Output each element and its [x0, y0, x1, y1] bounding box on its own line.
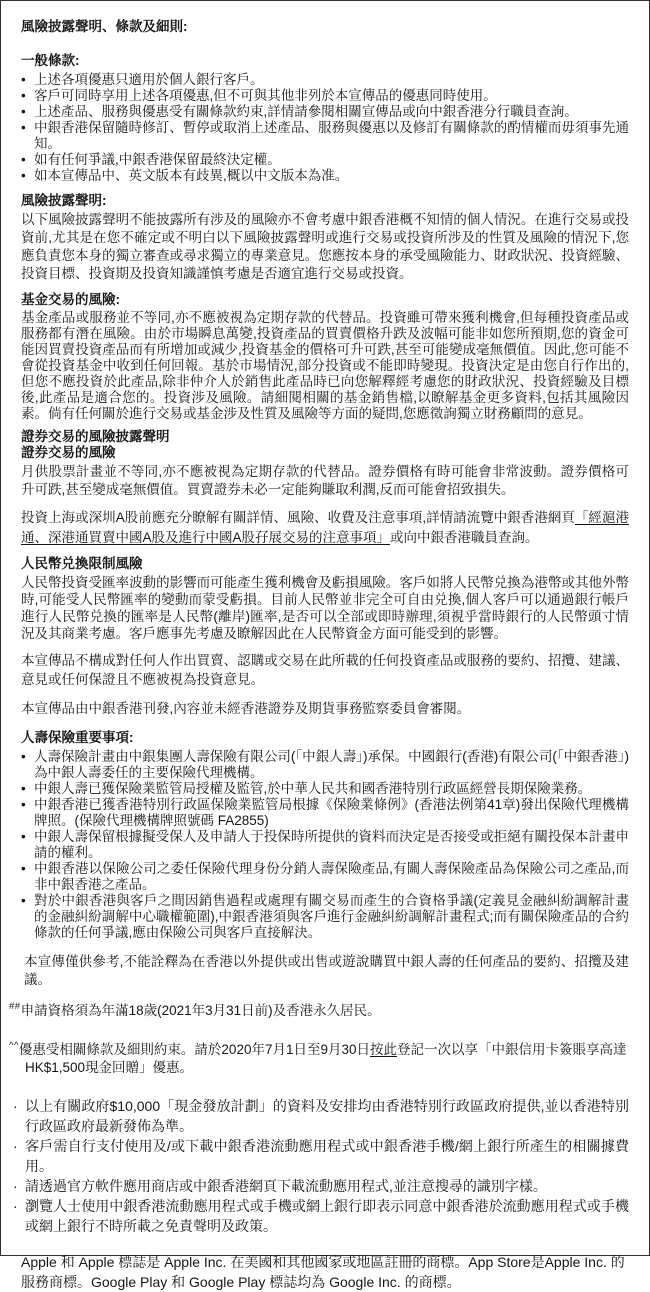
- list-item: [21, 829, 629, 861]
- fund-risk-para: 基金產品或服務並不等同,亦不應被視為定期存款的代替品。投資雖可帶來獲利機會,但每種投資產品或服務都有潛在風險。由於市場瞬息萬變,投資產品的買賣價格升跌及波幅可能非如您所預期,您的資金可能因買賣投資產品而有所增加或減少,投資基金的價格可升可跌,甚至可能變成毫無價值。因此,您可能不會從投資基金中收到任何回報。基於市場情況,部分投資或不能即時變現。投資決定是由您自行作出的,但您不應投資於此產品,除非仲介人於銷售此產品時已向您解釋經考慮您的財政狀況、投資經驗及目標後,此產品是適合您的。投資涉及風險。請細閱相關的基金銷售檔,以瞭解基金更多資料,包括其風險因素。倘有任何關於進行交易或基金涉及性質及風險等方面的疑問,您應徵詢獨立財務顧問的意見。: [21, 310, 629, 421]
- list-item: [21, 168, 629, 184]
- risk-disclosure-document: [9, 18, 629, 1292]
- publisher-para: 本宣傳品由中銀香港刊發,內容並未經香港證券及期貨事務監察委員會審閱。: [21, 701, 471, 716]
- risk-disclosure-heading: 風險披露聲明:: [21, 193, 107, 208]
- general-terms-list: [21, 72, 629, 184]
- bullet-marker: ·: [13, 1178, 18, 1194]
- bullet-marker: ·: [13, 1198, 18, 1214]
- bottom-notes-list: [13, 1096, 629, 1236]
- list-item: [13, 1176, 629, 1196]
- bullet-marker: •: [21, 88, 26, 103]
- rmb-risk-para: 人民幣投資受匯率波動的影響而可能產生獲利機會及虧損風險。客戶如將人民幣兑換為港幣或其他外幣時,可能受人民幣匯率的變動而蒙受虧損。目前人民幣並非完全可自由兑換,個人客戶可以通過銀行帳戶進行人民幣兑換的匯率是人民幣(離岸)匯率,是否可以全部或即時辦理,須視乎當時銀行的人民幣頭寸情況及其商業考慮。客戶應事先考慮及瞭解因此在人民幣資金方面可能受到的影響。: [21, 575, 629, 641]
- a-share-notice-link[interactable]: 「經滬港通、深港通買賣中國A股及進行中國A股孖展交易的注意事項」: [21, 510, 629, 545]
- list-item: [13, 1196, 629, 1236]
- rmb-risk-heading: 人民幣兑換限制風險: [21, 556, 143, 571]
- list-item: [21, 781, 629, 797]
- fund-risk-heading: 基金交易的風險:: [21, 292, 120, 307]
- list-item-text: 如本宣傳品中、英文版本有歧異,概以中文版本為准。: [34, 168, 349, 183]
- superscript-marker: ^^: [9, 1040, 19, 1051]
- superscript-marker: ##: [9, 1001, 21, 1012]
- list-item-text: 客戶需自行支付使用及/或下載中銀香港流動應用程式或中銀香港手機/網上銀行所產生的相關據費用。: [25, 1138, 629, 1174]
- list-item-text: 中銀香港以保險公司之委任保險代理身份分銷人壽保險產品,有關人壽保險產品為保險公司之產品,而非中銀香港之產品。: [34, 861, 629, 892]
- list-item-text: 中銀香港已獲香港特別行政區保險業監管局根據《保險業條例》(香港法例第41章)發出保險代理機構牌照。(保險代理機構牌照號碼 FA2855): [34, 797, 629, 828]
- list-item-text: 如有任何爭議,中銀香港保留最終決定權。: [34, 152, 281, 167]
- list-item: [21, 120, 629, 152]
- list-item: [13, 1136, 629, 1176]
- risk-disclosure-para: 以下風險披露聲明不能披露所有涉及的風險亦不會考慮中銀香港概不知情的個人情況。在進行交易或投資前,尤其是在您不確定或不明白以下風險披露聲明或進行交易或投資所涉及的性質及風險的情況下,您應負責您本身的獨立審查或尋求獨立的專業意見。您應按本身的承受風險能力、財政狀況、投資經驗、投資目標、投資期及投資知識謹慎考慮是否適宜進行交易或投資。: [21, 212, 629, 281]
- list-item-text: 上述各項優惠只適用於個人銀行客戶。: [34, 72, 264, 87]
- bullet-marker: ·: [13, 1098, 18, 1114]
- text-run: 投資上海或深圳A股前應充分瞭解有關詳情、風險、收費及注意事項,詳情請流覽中銀香港網頁: [21, 510, 575, 525]
- no-offer-para: 本宣傳品不構成對任何人作出買賣、認購或交易在此所載的任何投資產品或服務的要約、招攬、建議、意見或任何保證且不應被視為投資意見。: [21, 653, 629, 687]
- list-item: [21, 152, 629, 168]
- securities-risk-para: 月供股票計畫並不等同,亦不應被視為定期存款的代替品。證券價格有時可能會非常波動。證券價格可升可跌,甚至變成毫無價值。買賣證券未必一定能夠賺取利潤,反而可能會招致損失。: [21, 464, 629, 497]
- list-item: [21, 104, 629, 120]
- bullet-marker: •: [21, 120, 26, 135]
- bullet-marker: •: [21, 72, 26, 87]
- bullet-marker: •: [21, 749, 26, 764]
- list-item: [21, 72, 629, 88]
- text-run: 登記一次以享「中銀信用卡簽賬享高達HK$1,500現金回贈」優惠。: [25, 1042, 627, 1075]
- bullet-marker: •: [21, 797, 26, 812]
- bullet-marker: •: [21, 893, 26, 908]
- list-item-text: 瀏覽人士使用中銀香港流動應用程式或手機或網上銀行即表示同意中銀香港於流動應用程式或手機或網上銀行不時所載之免責聲明及政策。: [25, 1198, 629, 1234]
- list-item-text: 請透過官方軟件應用商店或中銀香港網頁下載流動應用程式,並注意搜尋的識別字樣。: [25, 1178, 547, 1194]
- list-item: [21, 797, 629, 829]
- list-item: [21, 861, 629, 893]
- list-item: [21, 893, 629, 941]
- text-run: 申請資格須為年滿18歲(2021年3月31日前)及香港永久居民。: [20, 1003, 381, 1018]
- doc-title: 風險披露聲明、條款及細則:: [21, 19, 188, 34]
- bullet-marker: •: [21, 104, 26, 119]
- bullet-marker: •: [21, 829, 26, 844]
- text-run: 優惠受相關條款及細則約束。請於2020年7月1日至9月30日: [18, 1042, 370, 1057]
- list-item-text: 客戶可同時享用上述各項優惠,但不可與其他非列於本宣傳品的優惠同時使用。: [34, 88, 497, 103]
- list-item-text: 人壽保險計畫由中銀集團人壽保險有限公司(「中銀人壽」)承保。中國銀行(香港)有限公司(「中銀香港」)為中銀人壽委任的主要保險代理機構。: [34, 749, 629, 780]
- bullet-marker: •: [21, 168, 26, 183]
- age-eligibility-para: [9, 1001, 629, 1020]
- bullet-marker: ·: [13, 1138, 18, 1154]
- list-item: [21, 88, 629, 104]
- list-item-text: 中銀香港保留隨時修訂、暫停或取消上述產品、服務與優惠以及修訂有關條款的酌情權而毋須事先通知。: [34, 120, 629, 151]
- life-insurance-heading: 人壽保險重要事項:: [21, 730, 134, 745]
- trademark-para: Apple 和 Apple 標誌是 Apple Inc. 在美國和其他國家或地區註冊的商標。App Store是Apple Inc. 的服務商標。Google Play 和 Google Play 標誌均為 Google Inc. 的商標。: [21, 1254, 625, 1290]
- promo-registration-para: [9, 1040, 629, 1077]
- life-insurance-list: [21, 749, 629, 941]
- list-item-text: 中銀人壽保留根據擬受保人及申請人于投保時所提供的資料而決定是否接受或拒絕有關投保本計畫申請的權利。: [34, 829, 629, 860]
- general-terms-heading: 一般條款:: [21, 53, 80, 68]
- bullet-marker: •: [21, 781, 26, 796]
- list-item-text: 對於中銀香港與客戶之間因銷售過程或處理有關交易而產生的合資格爭議(定義見金融糾紛調解計畫的金融糾紛調解中心職權範圍),中銀香港須與客戶進行金融糾紛調解計畫程式;而有關保險產品的合約條款的任何爭議,應由保險公司與客戶直接解決。: [34, 893, 629, 940]
- register-here-link[interactable]: 按此: [370, 1042, 397, 1057]
- reference-only-para: 本宣傳僅供參考,不能詮釋為在香港以外提供或出售或遊說購買中銀人壽的任何產品的要約、招攬及建議。: [24, 954, 629, 987]
- securities-risk-heading: 證券交易的風險披露聲明: [21, 429, 170, 444]
- a-share-para: [21, 508, 629, 548]
- bullet-marker: •: [21, 861, 26, 876]
- list-item-text: 上述產品、服務與優惠受有關條款約束,詳情請參閱相關宣傳品或向中銀香港分行職員查詢。: [34, 104, 578, 119]
- securities-risk-subheading: 證券交易的風險: [21, 445, 116, 460]
- list-item: [21, 749, 629, 781]
- list-item: [13, 1096, 629, 1136]
- list-item-text: 中銀人壽已獲保險業監管局授權及監管,於中華人民共和國香港特別行政區經營長期保險業務。: [34, 781, 592, 796]
- bullet-marker: •: [21, 152, 26, 167]
- text-run: 或向中銀香港職員查詢。: [390, 530, 539, 545]
- list-item-text: 以上有關政府$10,000「現金發放計劃」的資料及安排均由香港特別行政區政府提供,並以香港特別行政區政府最新發佈為準。: [25, 1098, 629, 1134]
